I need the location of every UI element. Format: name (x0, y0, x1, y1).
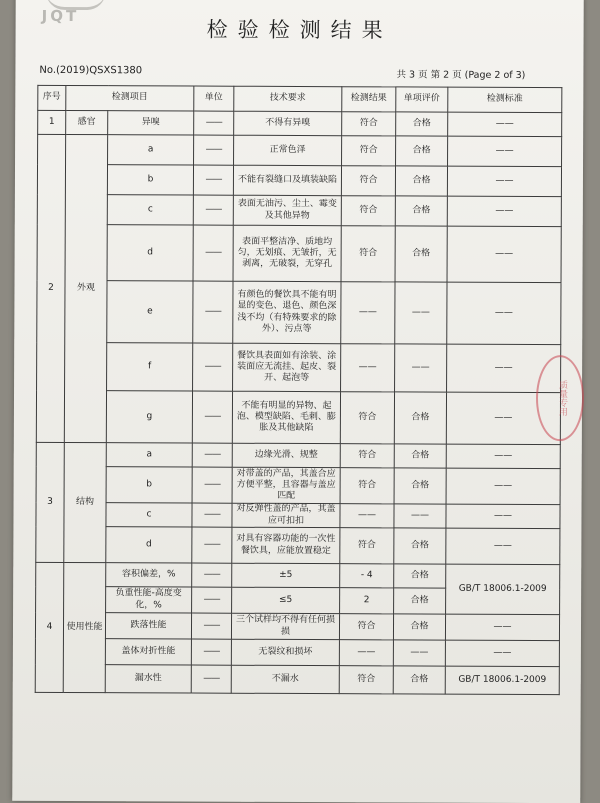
requirement-cell: 对带盖的产品，其盖合应方便平整，且容器与盖应匹配 (232, 467, 340, 503)
test-item: c (106, 503, 192, 527)
evaluation-cell: —— (393, 640, 445, 666)
standard-cell: GB/T 18006.1-2009 (446, 564, 560, 614)
unit-cell: —— (194, 111, 234, 135)
test-item: 负重性能-高度变化，% (106, 587, 192, 613)
table-row (36, 526, 560, 564)
table-row (36, 502, 560, 528)
inspection-seal: 质量专用 (536, 355, 584, 441)
unit-cell: —— (191, 613, 231, 639)
test-item: f (107, 343, 193, 391)
col-header-evaluation: 单项评价 (396, 87, 448, 112)
requirement-cell: 不漏水 (231, 665, 339, 693)
col-header-item: 检测项目 (66, 85, 194, 111)
unit-cell: —— (193, 165, 233, 195)
unit-cell: —— (192, 391, 232, 443)
table-row (37, 342, 561, 392)
table-row (35, 664, 559, 694)
result-cell: 符合 (341, 196, 395, 226)
standard-cell: —— (446, 392, 560, 444)
requirement-cell: 三个试样均不得有任何损损 (231, 613, 339, 639)
company-logo: JQT (41, 6, 80, 26)
requirement-cell: 对具有容器功能的一次性餐饮具，应能放置稳定 (232, 527, 340, 563)
col-header-standard: 检测标准 (448, 87, 562, 112)
test-item: d (106, 527, 192, 563)
evaluation-cell: 合格 (393, 614, 445, 640)
requirement-cell: 表面无油污、尘土、霉变及其他异物 (233, 195, 341, 225)
evaluation-cell: 合格 (393, 666, 445, 694)
standard-cell: —— (447, 226, 561, 282)
row-number: 2 (36, 134, 65, 442)
test-item: a (108, 135, 194, 165)
evaluation-cell: 合格 (394, 528, 446, 564)
standard-cell: —— (447, 344, 561, 392)
unit-cell: —— (193, 195, 233, 225)
evaluation-cell: —— (395, 344, 447, 392)
test-item: d (107, 225, 193, 281)
standard-cell: —— (446, 468, 560, 504)
test-item: 容积偏差，% (106, 563, 192, 587)
result-cell: —— (339, 640, 393, 666)
requirement-cell: 有颜色的餐饮具不能有明显的变色、退色、颜色深浅不均（有特殊要求的除外）、污点等 (233, 281, 341, 343)
category-label: 外观 (64, 134, 107, 442)
unit-cell: —— (193, 225, 233, 281)
col-header-no: 序号 (38, 85, 66, 110)
table-row (38, 134, 562, 166)
requirement-cell: 表面平整洁净、质地均匀，无划痕、无皱折，无剥离，无破裂，无穿孔 (233, 225, 341, 281)
requirement-cell: 不得有异嗅 (234, 111, 342, 135)
result-cell: 符合 (341, 226, 395, 282)
unit-cell: —— (194, 135, 234, 165)
evaluation-cell: 合格 (396, 136, 448, 166)
evaluation-cell: —— (394, 504, 446, 528)
table-row (35, 612, 559, 640)
row-number: 1 (38, 110, 66, 134)
standard-cell: —— (446, 504, 560, 528)
result-cell: —— (340, 504, 394, 528)
evaluation-cell: 合格 (394, 564, 446, 588)
table-row (36, 390, 560, 444)
standard-cell: —— (447, 196, 561, 226)
category-label: 感官 (66, 110, 108, 134)
table-row (35, 638, 559, 666)
evaluation-cell: 合格 (395, 166, 447, 196)
evaluation-cell: 合格 (396, 112, 448, 136)
result-cell: 符合 (342, 112, 396, 136)
category-label: 使用性能 (63, 562, 106, 692)
standard-cell: —— (447, 282, 561, 344)
requirement-cell: 不能有明显的异物、起泡、模型缺陷、毛刺、膨胀及其他缺陷 (232, 391, 340, 443)
table-row (38, 110, 562, 136)
row-number: 4 (35, 562, 64, 692)
standard-cell: —— (446, 444, 560, 468)
col-header-unit: 单位 (194, 86, 234, 111)
unit-cell: —— (192, 443, 232, 467)
standard-cell: —— (445, 640, 559, 666)
table-row (36, 442, 560, 468)
result-cell: 符合 (340, 392, 394, 444)
evaluation-cell: 合格 (394, 468, 446, 504)
result-cell: 符合 (340, 444, 394, 468)
table-row (37, 164, 561, 196)
requirement-cell: 餐饮具表面如有涂装、涂装面应无流挂、起皮、裂开、起泡等 (233, 343, 341, 391)
table-row (37, 280, 561, 344)
evaluation-cell: 合格 (395, 226, 447, 282)
col-header-result: 检测结果 (342, 87, 396, 112)
test-item: 异嗅 (108, 111, 194, 135)
requirement-cell: ±5 (232, 563, 340, 587)
page-info: 共 3 页 第 2 页 (Page 2 of 3) (396, 69, 526, 81)
requirement-cell: 对反弹性盖的产品，其盖应可扣扣 (232, 503, 340, 527)
standard-cell: —— (445, 614, 559, 640)
standard-cell: —— (448, 112, 562, 136)
requirement-cell: ≤5 (232, 587, 340, 613)
result-cell: —— (341, 282, 395, 344)
test-item: 跌落性能 (105, 613, 191, 639)
unit-cell: —— (193, 343, 233, 391)
unit-cell: —— (192, 503, 232, 527)
result-cell: 符合 (342, 136, 396, 166)
test-item: 漏水性 (105, 665, 191, 693)
unit-cell: —— (192, 587, 232, 613)
evaluation-cell: 合格 (395, 196, 447, 226)
table-header-row (38, 85, 562, 112)
test-item: b (106, 467, 192, 503)
unit-cell: —— (191, 665, 231, 693)
evaluation-cell: 合格 (394, 392, 446, 444)
results-table (35, 85, 563, 695)
requirement-cell: 正常色泽 (234, 135, 342, 165)
test-item: e (107, 281, 193, 343)
result-cell: —— (341, 344, 395, 392)
test-item: b (107, 165, 193, 195)
evaluation-cell: —— (395, 282, 447, 344)
result-cell: 符合 (341, 166, 395, 196)
result-cell: 符合 (339, 666, 393, 694)
result-cell: 符合 (339, 614, 393, 640)
category-label: 结构 (64, 442, 107, 562)
report-page (12, 0, 584, 803)
table-row (36, 466, 560, 504)
row-number: 3 (36, 442, 65, 562)
requirement-cell: 边缘光滑、规整 (232, 443, 340, 467)
test-item: 盖体对折性能 (105, 639, 191, 665)
evaluation-cell: 合格 (394, 444, 446, 468)
standard-cell: —— (446, 528, 560, 564)
evaluation-cell: 合格 (394, 588, 446, 614)
test-item: g (106, 391, 192, 443)
requirement-cell: 不能有裂缝口及填装缺陷 (233, 165, 341, 195)
result-cell: 符合 (340, 528, 394, 564)
result-cell: 符合 (340, 468, 394, 504)
unit-cell: —— (193, 281, 233, 343)
test-item: c (107, 195, 193, 225)
unit-cell: —— (192, 467, 232, 503)
col-header-requirement: 技术要求 (234, 86, 342, 111)
result-cell: 2 (340, 588, 394, 614)
result-cell: - 4 (340, 564, 394, 588)
test-item: a (106, 443, 192, 467)
standard-cell: GB/T 18006.1-2009 (445, 666, 559, 694)
standard-cell: —— (448, 136, 562, 166)
unit-cell: —— (192, 527, 232, 563)
requirement-cell: 无裂纹和损坏 (231, 639, 339, 665)
unit-cell: —— (191, 639, 231, 665)
page-title: 检验检测结果 (206, 17, 393, 43)
table-row (37, 224, 561, 282)
standard-cell: —— (447, 166, 561, 196)
document-number: No.(2019)QSXS1380 (39, 64, 143, 77)
table-row (37, 194, 561, 226)
table-row (36, 562, 560, 588)
unit-cell: —— (192, 563, 232, 587)
